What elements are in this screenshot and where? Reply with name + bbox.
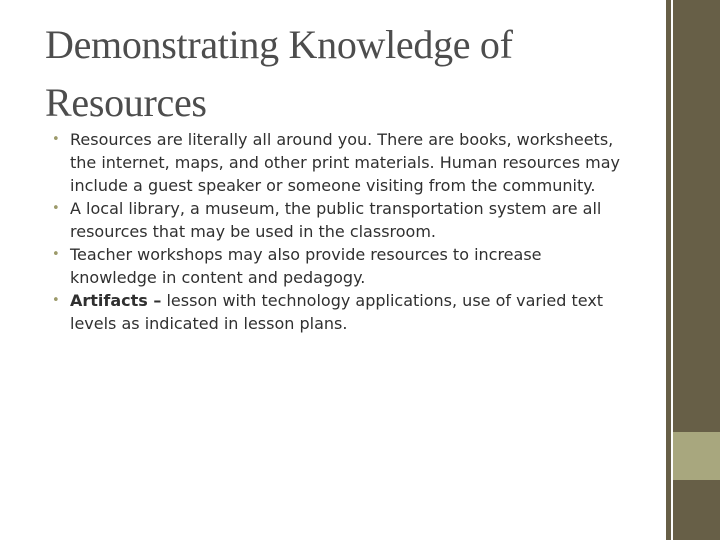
bullet-item	[52, 128, 632, 197]
bullet-text: A local library, a museum, the public transportation system are all resources that may be used in the classroom.	[70, 199, 602, 241]
bullet-text: lesson with technology applications, use of varied text levels as indicated in lesson plans.	[70, 291, 604, 333]
bullet-item	[52, 289, 632, 335]
bullet-item	[52, 243, 632, 289]
bullet-icon: •	[52, 132, 60, 147]
bullet-list	[52, 128, 632, 335]
bullet-item	[52, 197, 632, 243]
bullet-text: Resources are literally all around you. There are books, worksheets, the internet, maps, and other print materials. Human resources may include a guest speaker or someone visiting from the community.	[70, 130, 620, 195]
accent-bar-bottom	[673, 480, 720, 540]
bullet-icon: •	[52, 201, 60, 216]
bullet-icon: •	[52, 293, 60, 308]
bullet-bold-term: Artifacts –	[70, 291, 162, 310]
accent-bar-light	[673, 432, 720, 480]
accent-bar-main	[673, 0, 720, 432]
slide-title: Demonstrating Knowledge of Resources	[45, 22, 513, 125]
bullet-icon: •	[52, 247, 60, 262]
bullet-text: Teacher workshops may also provide resources to increase knowledge in content and pedagogy.	[70, 245, 542, 287]
